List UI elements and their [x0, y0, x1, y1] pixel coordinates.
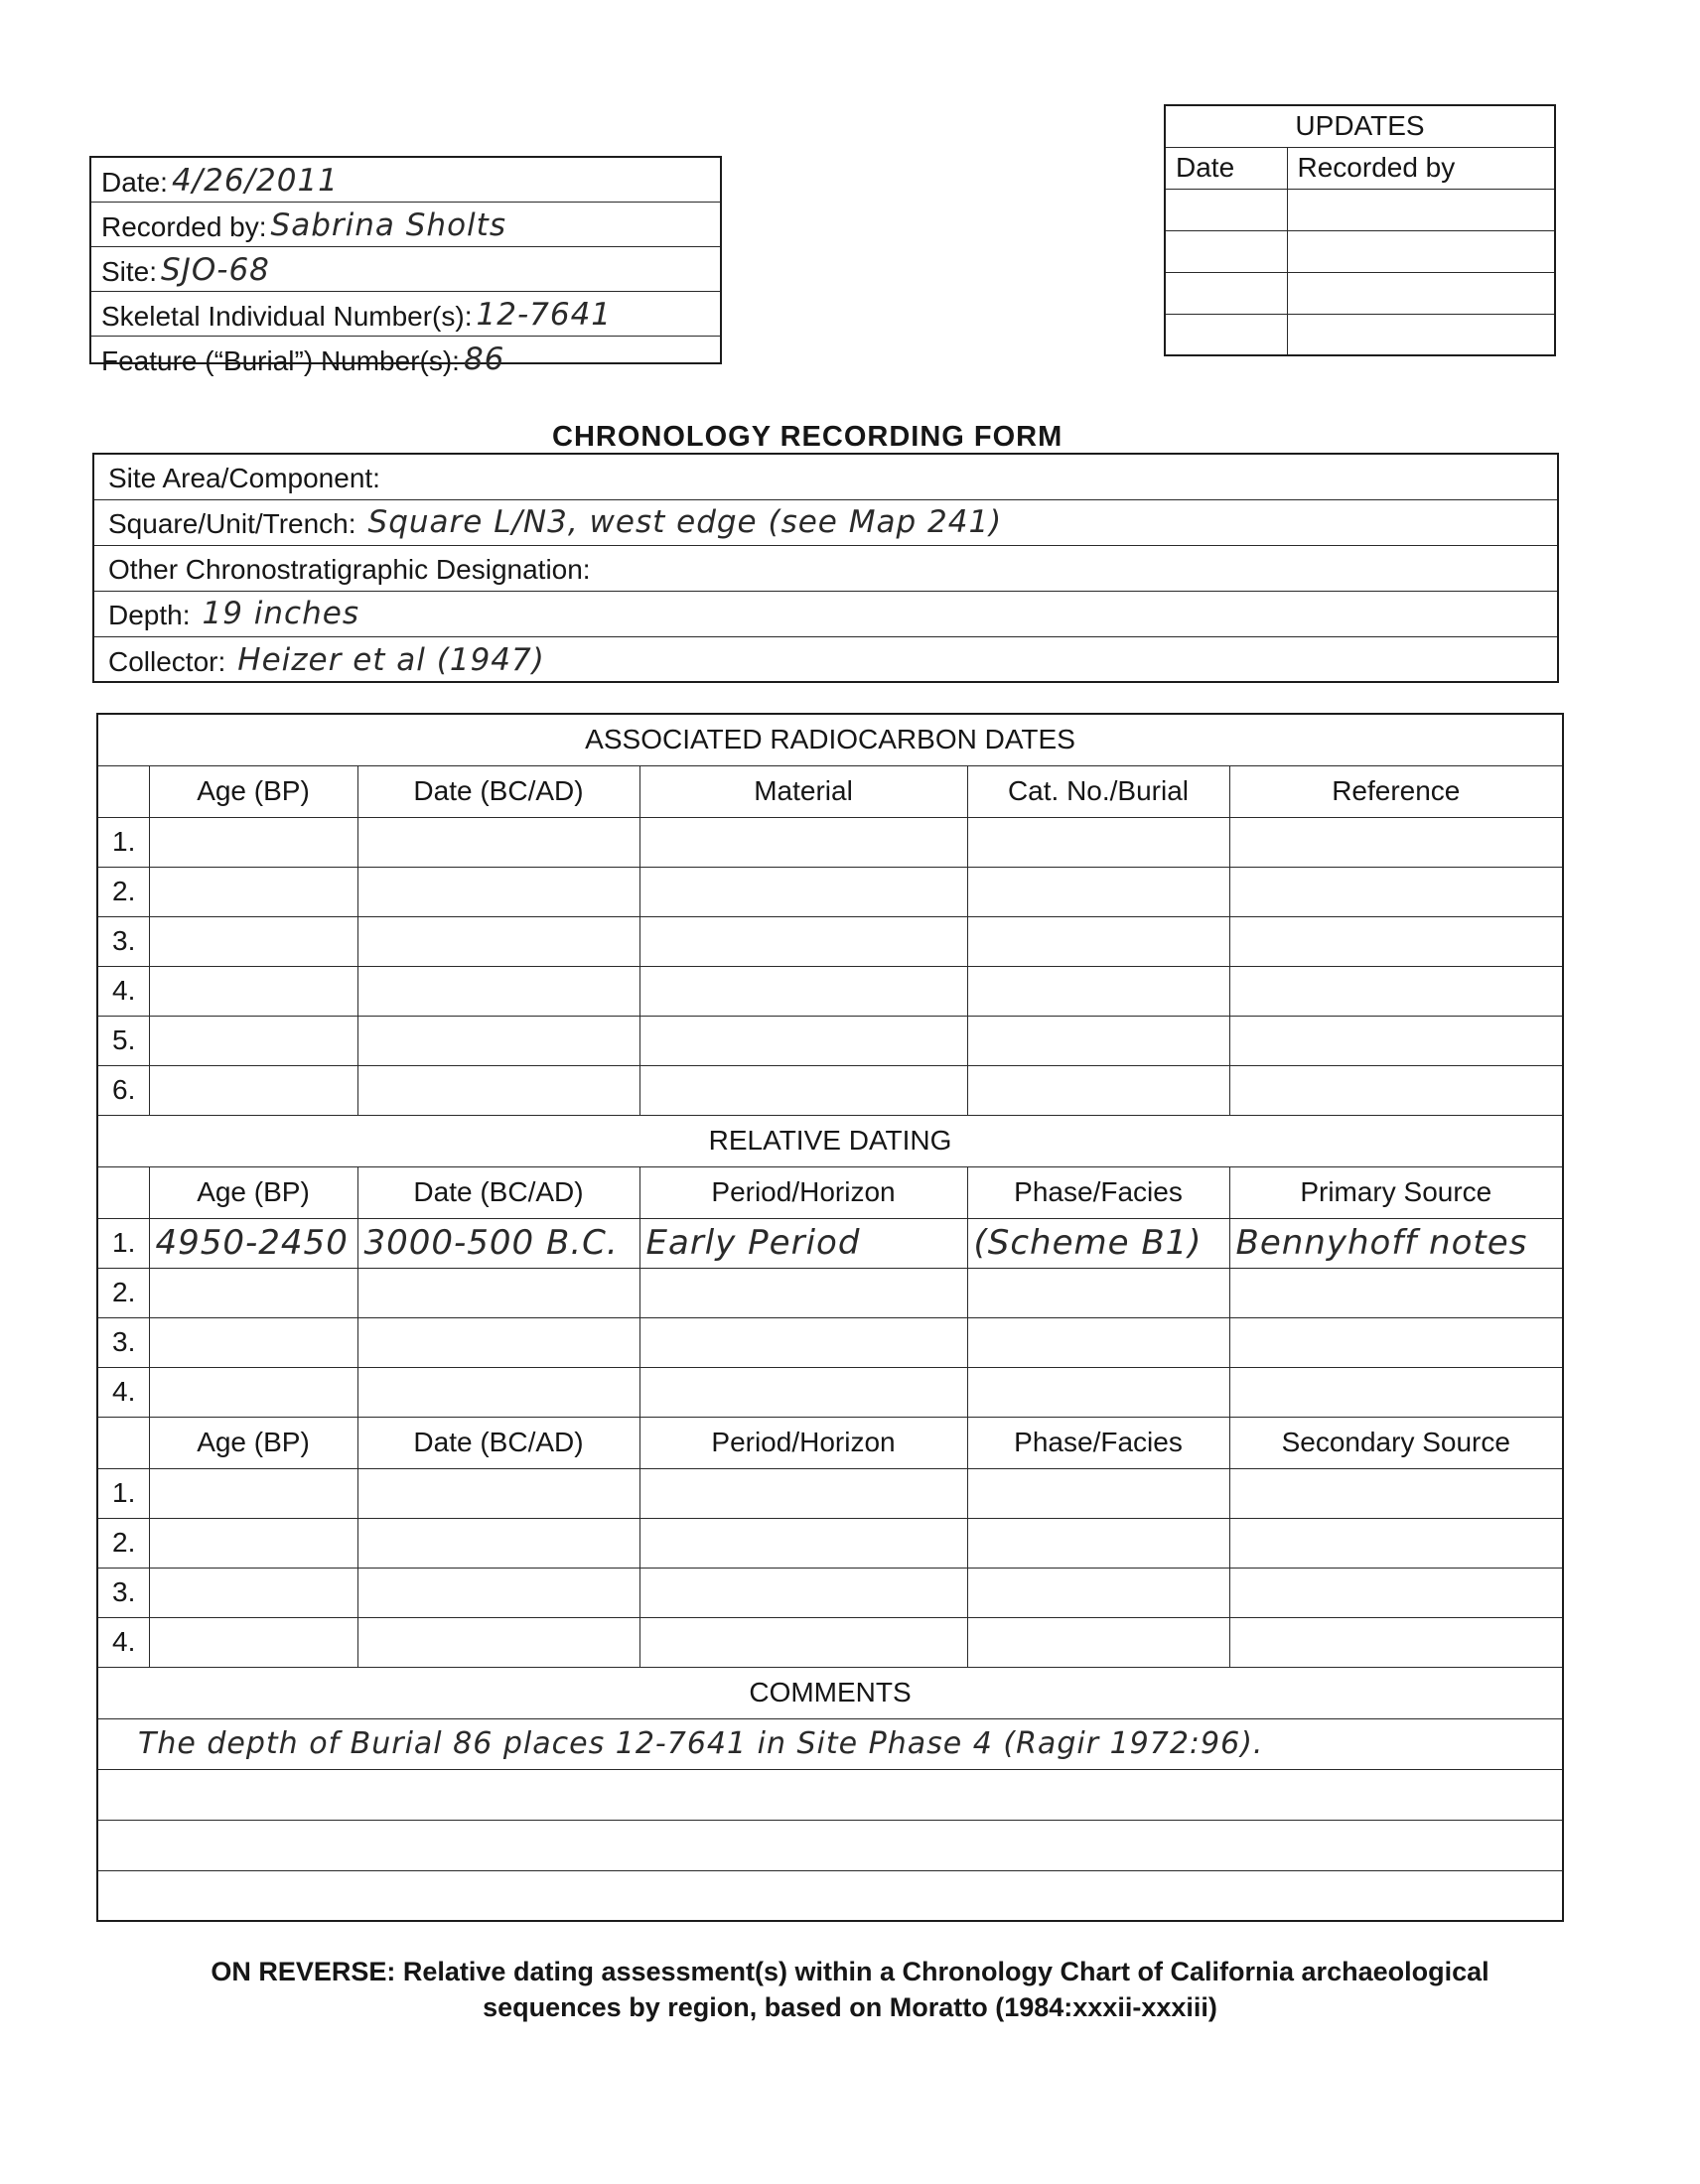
radiocarbon-col-header: Reference	[1229, 765, 1563, 817]
collector-label: Collector:	[108, 646, 226, 677]
row-number: 3.	[97, 1568, 149, 1617]
table-cell[interactable]	[357, 966, 639, 1016]
table-row	[97, 1518, 1563, 1568]
row-number: 3.	[97, 916, 149, 966]
table-cell[interactable]	[357, 1367, 639, 1417]
row-number: 4.	[97, 1367, 149, 1417]
table-cell[interactable]	[639, 867, 967, 916]
table-row	[97, 1617, 1563, 1667]
square-value[interactable]: Square L/N3, west edge (see Map 241)	[367, 504, 1003, 540]
table-cell[interactable]	[357, 1468, 639, 1518]
updates-cell[interactable]	[1165, 189, 1287, 230]
square-label: Square/Unit/Trench:	[108, 508, 356, 539]
updates-recorded-by-header: Recorded by	[1287, 147, 1555, 189]
updates-cell[interactable]	[1287, 272, 1555, 314]
table-row	[97, 1218, 1563, 1268]
table-row	[97, 817, 1563, 867]
table-cell[interactable]	[967, 1617, 1229, 1667]
radiocarbon-col-header: Date (BC/AD)	[357, 765, 639, 817]
updates-cell[interactable]	[1287, 189, 1555, 230]
radiocarbon-col-header: Cat. No./Burial	[967, 765, 1229, 817]
table-cell[interactable]	[149, 1617, 357, 1667]
record-info-box	[89, 156, 722, 377]
reverse-note-line: sequences by region, based on Moratto (1984:xxxii-xxxiii)	[483, 1992, 1217, 2022]
feature-number-row	[91, 337, 720, 380]
radiocarbon-title: ASSOCIATED RADIOCARBON DATES	[97, 714, 1563, 765]
table-row	[97, 916, 1563, 966]
secondary-col-header: Secondary Source	[1229, 1417, 1563, 1468]
table-cell[interactable]	[967, 1367, 1229, 1417]
table-cell[interactable]	[639, 1016, 967, 1065]
table-cell[interactable]	[357, 867, 639, 916]
table-cell[interactable]	[639, 1367, 967, 1417]
table-cell[interactable]: Bennyhoff notes	[1229, 1218, 1563, 1268]
table-row	[97, 1568, 1563, 1617]
table-cell[interactable]	[639, 916, 967, 966]
table-cell[interactable]	[357, 916, 639, 966]
table-cell[interactable]	[1229, 916, 1563, 966]
site-info-box	[92, 453, 1559, 683]
recorded-by-label: Recorded by:	[101, 211, 267, 242]
primary-col-header: Period/Horizon	[639, 1166, 967, 1218]
updates-cell[interactable]	[1165, 314, 1287, 355]
table-cell[interactable]	[639, 1065, 967, 1115]
table-cell[interactable]	[639, 1468, 967, 1518]
other-designation-label: Other Chronostratigraphic Designation:	[108, 554, 591, 585]
feature-number-label: Feature (“Burial”) Number(s):	[101, 345, 460, 376]
secondary-col-header: Date (BC/AD)	[357, 1417, 639, 1468]
table-cell[interactable]	[149, 966, 357, 1016]
table-cell[interactable]	[967, 1016, 1229, 1065]
radiocarbon-col-header: Age (BP)	[149, 765, 357, 817]
table-row	[97, 1367, 1563, 1417]
table-cell[interactable]	[967, 1518, 1229, 1568]
table-cell[interactable]	[967, 817, 1229, 867]
dating-table-container	[96, 713, 1562, 1890]
table-cell[interactable]	[357, 1016, 639, 1065]
table-cell[interactable]	[1229, 817, 1563, 867]
table-cell[interactable]	[1229, 1016, 1563, 1065]
updates-box	[1164, 104, 1554, 352]
comments-text[interactable]: The depth of Burial 86 places 12-7641 in Site Phase 4 (Ragir 1972:96).	[97, 1718, 1563, 1769]
table-cell[interactable]	[1229, 1268, 1563, 1317]
table-row	[97, 1065, 1563, 1115]
skeletal-number-label: Skeletal Individual Number(s):	[101, 301, 473, 332]
table-cell[interactable]	[967, 1468, 1229, 1518]
table-cell[interactable]	[357, 817, 639, 867]
table-cell[interactable]	[149, 1065, 357, 1115]
depth-label: Depth:	[108, 600, 191, 630]
date-row	[91, 158, 720, 203]
comment-line[interactable]	[97, 1769, 1563, 1820]
table-row	[97, 966, 1563, 1016]
table-cell[interactable]	[1229, 1317, 1563, 1367]
primary-col-header: Date (BC/AD)	[357, 1166, 639, 1218]
row-number: 1.	[97, 817, 149, 867]
table-cell[interactable]	[149, 1016, 357, 1065]
table-cell[interactable]	[149, 1317, 357, 1367]
table-cell[interactable]: (Scheme B1)	[967, 1218, 1229, 1268]
site-area-label: Site Area/Component:	[108, 463, 380, 493]
table-cell[interactable]	[357, 1568, 639, 1617]
reverse-note	[99, 1954, 1601, 2025]
table-cell[interactable]	[149, 1468, 357, 1518]
depth-row	[94, 592, 1557, 637]
table-cell[interactable]	[639, 1317, 967, 1367]
table-row	[97, 1268, 1563, 1317]
table-cell[interactable]	[149, 817, 357, 867]
table-cell[interactable]	[639, 1617, 967, 1667]
table-cell[interactable]	[967, 916, 1229, 966]
table-cell[interactable]	[357, 1518, 639, 1568]
table-cell[interactable]	[639, 966, 967, 1016]
table-cell[interactable]	[149, 1568, 357, 1617]
table-cell[interactable]	[967, 1065, 1229, 1115]
skeletal-number-value[interactable]: 12-7641	[476, 297, 613, 333]
table-cell[interactable]	[967, 1317, 1229, 1367]
date-value[interactable]: 4/26/2011	[171, 163, 339, 199]
row-number: 4.	[97, 966, 149, 1016]
table-cell[interactable]	[1229, 1367, 1563, 1417]
secondary-col-header: Period/Horizon	[639, 1417, 967, 1468]
table-cell[interactable]: 3000-500 B.C.	[357, 1218, 639, 1268]
updates-cell[interactable]	[1165, 230, 1287, 272]
site-row	[91, 247, 720, 292]
reverse-note-line: ON REVERSE: Relative dating assessment(s) within a Chronology Chart of California archaeological	[211, 1957, 1489, 1986]
row-number: 2.	[97, 1518, 149, 1568]
dating-table	[96, 713, 1564, 1922]
secondary-header-row	[97, 1417, 1563, 1468]
row-number: 2.	[97, 1268, 149, 1317]
table-cell[interactable]	[1229, 1065, 1563, 1115]
updates-cell[interactable]	[1287, 230, 1555, 272]
row-number: 4.	[97, 1617, 149, 1667]
site-area-row	[94, 455, 1557, 500]
collector-value[interactable]: Heizer et al (1947)	[237, 642, 545, 678]
table-cell[interactable]	[639, 1568, 967, 1617]
comment-line[interactable]	[97, 1820, 1563, 1870]
table-row	[97, 1016, 1563, 1065]
table-cell[interactable]	[967, 966, 1229, 1016]
row-number: 6.	[97, 1065, 149, 1115]
table-cell[interactable]	[639, 1268, 967, 1317]
table-cell[interactable]	[357, 1065, 639, 1115]
primary-col-header: Primary Source	[1229, 1166, 1563, 1218]
relative-dating-title: RELATIVE DATING	[97, 1115, 1563, 1166]
skeletal-number-row	[91, 292, 720, 337]
table-row	[97, 1317, 1563, 1367]
primary-col-header: Phase/Facies	[967, 1166, 1229, 1218]
table-cell[interactable]	[357, 1268, 639, 1317]
table-cell[interactable]	[149, 867, 357, 916]
table-cell[interactable]	[1229, 1617, 1563, 1667]
primary-header-row	[97, 1166, 1563, 1218]
row-number: 1.	[97, 1468, 149, 1518]
table-cell[interactable]	[149, 1268, 357, 1317]
table-cell[interactable]	[967, 867, 1229, 916]
site-label: Site:	[101, 256, 158, 287]
secondary-col-header: Age (BP)	[149, 1417, 357, 1468]
table-cell[interactable]	[357, 1317, 639, 1367]
table-cell[interactable]	[967, 1268, 1229, 1317]
table-cell[interactable]	[967, 1568, 1229, 1617]
table-row	[97, 867, 1563, 916]
row-number: 2.	[97, 867, 149, 916]
updates-table	[1164, 104, 1556, 356]
table-cell[interactable]	[639, 817, 967, 867]
date-label: Date:	[101, 167, 168, 198]
table-cell[interactable]	[639, 1518, 967, 1568]
comments-title: COMMENTS	[97, 1667, 1563, 1718]
table-cell[interactable]	[1229, 966, 1563, 1016]
radiocarbon-col-header: Material	[639, 765, 967, 817]
table-cell[interactable]	[1229, 1518, 1563, 1568]
primary-col-header: Age (BP)	[149, 1166, 357, 1218]
table-cell[interactable]	[1229, 1468, 1563, 1518]
table-row	[97, 1468, 1563, 1518]
table-cell[interactable]	[1229, 867, 1563, 916]
updates-cell[interactable]	[1287, 314, 1555, 355]
recorded-by-value[interactable]: Sabrina Sholts	[270, 207, 506, 243]
comment-line[interactable]	[97, 1870, 1563, 1921]
updates-title: UPDATES	[1165, 105, 1555, 147]
other-designation-row	[94, 546, 1557, 592]
site-value[interactable]: SJO-68	[161, 252, 270, 288]
table-cell[interactable]: Early Period	[639, 1218, 967, 1268]
table-cell[interactable]	[1229, 1568, 1563, 1617]
table-cell[interactable]	[149, 916, 357, 966]
updates-date-header: Date	[1165, 147, 1287, 189]
row-number: 3.	[97, 1317, 149, 1367]
depth-value[interactable]: 19 inches	[202, 596, 359, 631]
row-number: 1.	[97, 1218, 149, 1268]
table-cell[interactable]	[149, 1518, 357, 1568]
square-row	[94, 500, 1557, 546]
radiocarbon-header-row	[97, 765, 1563, 817]
feature-number-value[interactable]: 86	[463, 341, 505, 377]
collector-row	[94, 637, 1557, 683]
table-cell[interactable]: 4950-2450	[149, 1218, 357, 1268]
row-number: 5.	[97, 1016, 149, 1065]
updates-cell[interactable]	[1165, 272, 1287, 314]
table-cell[interactable]	[357, 1617, 639, 1667]
recorded-by-row	[91, 203, 720, 247]
secondary-col-header: Phase/Facies	[967, 1417, 1229, 1468]
table-cell[interactable]	[149, 1367, 357, 1417]
form-title: CHRONOLOGY RECORDING FORM	[552, 421, 1063, 453]
